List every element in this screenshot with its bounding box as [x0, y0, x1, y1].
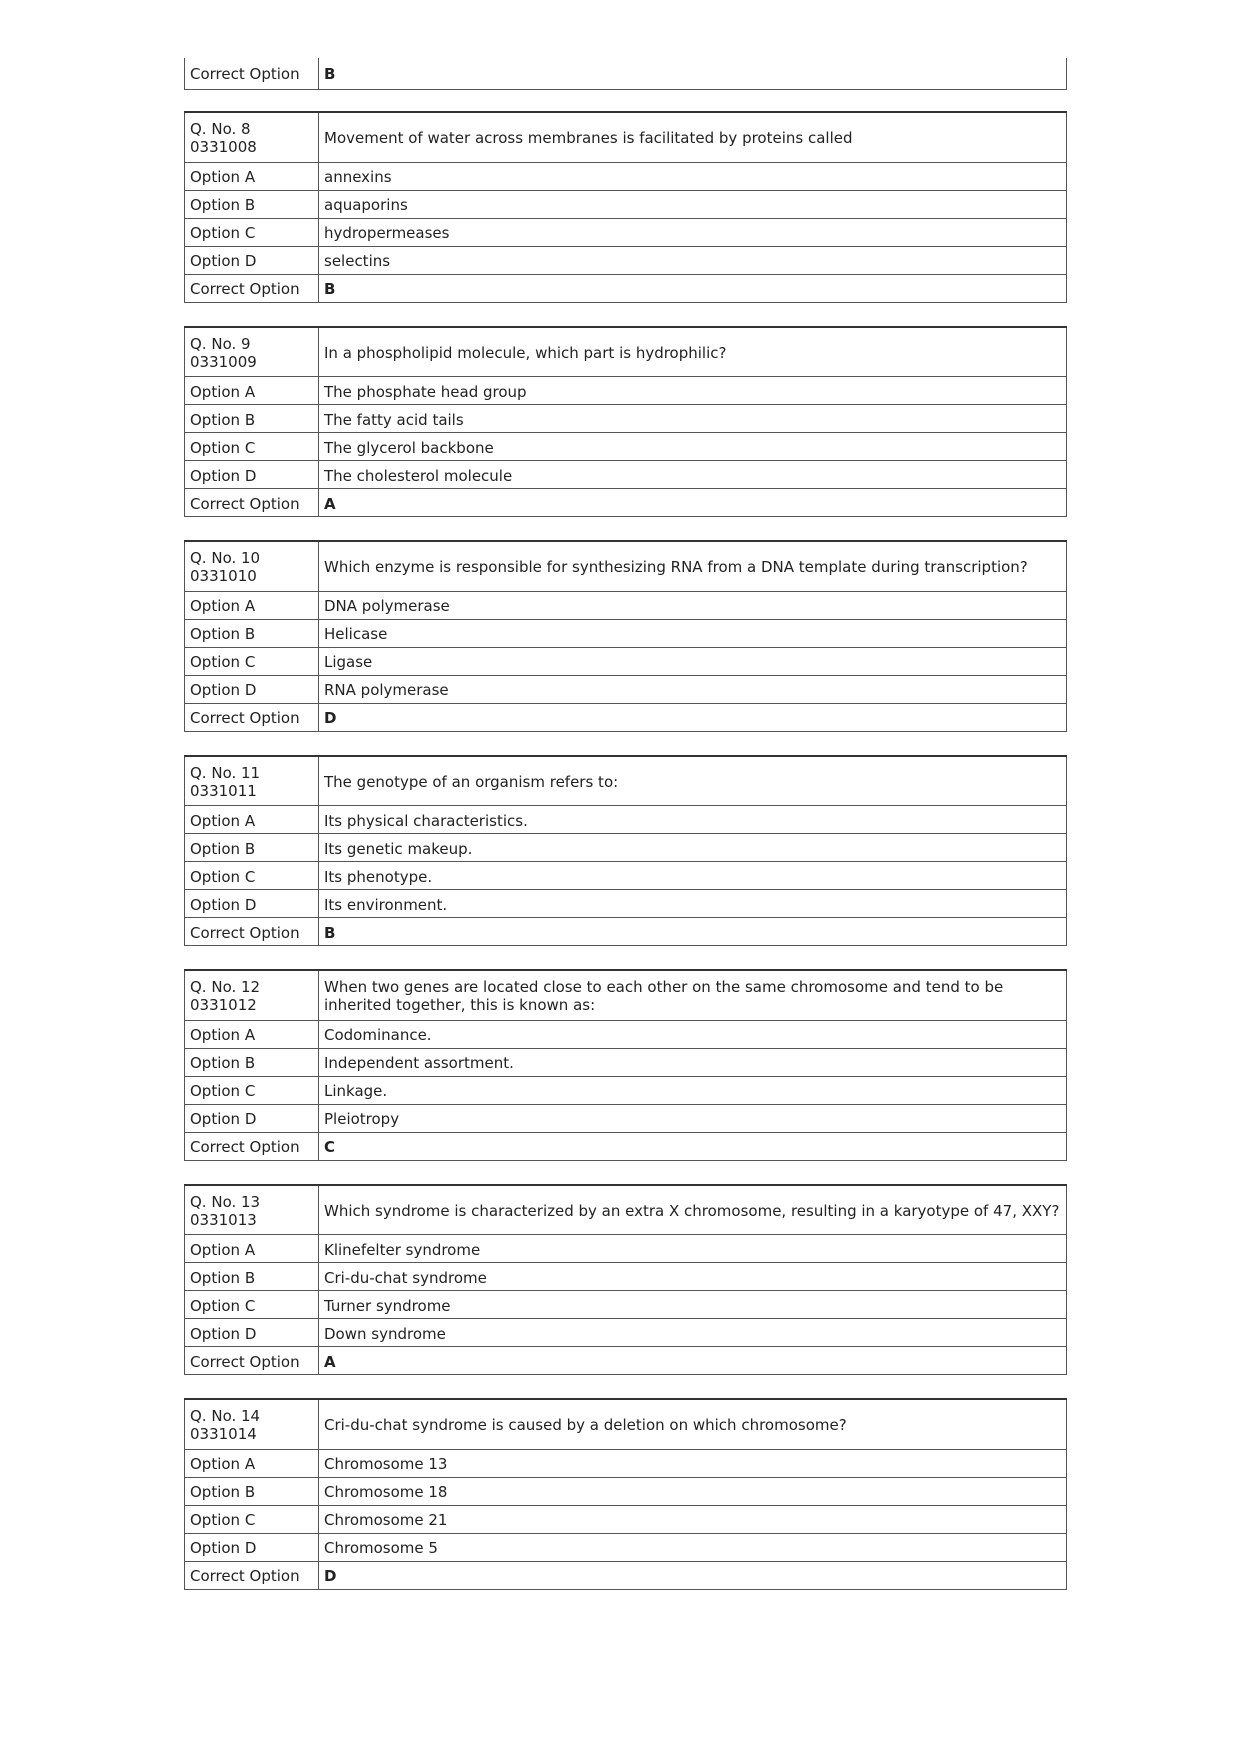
option-c-label: Option C: [185, 647, 319, 675]
option-c-value: Chromosome 21: [319, 1505, 1067, 1533]
question-block: [184, 1184, 1067, 1376]
option-b-value: aquaporins: [319, 190, 1067, 218]
option-a-value: The phosphate head group: [319, 377, 1067, 405]
option-c-row: [185, 433, 1067, 461]
option-a-label: Option A: [185, 806, 319, 834]
option-d-row: [185, 246, 1067, 274]
option-b-label: Option B: [185, 1263, 319, 1291]
question-table: [184, 969, 1067, 1161]
question-header-row: [185, 541, 1067, 591]
option-c-label: Option C: [185, 218, 319, 246]
question-code: 0331012: [190, 996, 257, 1015]
correct-option-value: A: [319, 489, 1067, 517]
option-a-label: Option A: [185, 1449, 319, 1477]
question-code: 0331013: [190, 1210, 257, 1229]
question-id-cell: [185, 112, 319, 162]
question-text: Which syndrome is characterized by an extra X chromosome, resulting in a karyotype of 47, XXY?: [319, 1185, 1067, 1235]
option-d-label: Option D: [185, 1104, 319, 1132]
question-code: 0331011: [190, 781, 257, 800]
option-a-label: Option A: [185, 377, 319, 405]
question-block: [184, 1398, 1067, 1590]
option-b-value: Cri-du-chat syndrome: [319, 1263, 1067, 1291]
option-d-value: Pleiotropy: [319, 1104, 1067, 1132]
question-header-row: [185, 327, 1067, 377]
option-a-label: Option A: [185, 591, 319, 619]
question-table: [184, 326, 1067, 518]
option-c-row: [185, 862, 1067, 890]
option-a-value: Its physical characteristics.: [319, 806, 1067, 834]
question-id-cell: [185, 327, 319, 377]
correct-option-label: Correct Option: [185, 274, 319, 302]
question-header-row: [185, 970, 1067, 1020]
question-number: Q. No. 10: [190, 549, 261, 568]
question-table: [184, 755, 1067, 947]
option-c-value: hydropermeases: [319, 218, 1067, 246]
option-c-value: Turner syndrome: [319, 1291, 1067, 1319]
question-block: [184, 755, 1067, 947]
question-block: [184, 540, 1067, 732]
correct-option-row: [185, 1561, 1067, 1589]
option-a-value: annexins: [319, 162, 1067, 190]
question-number: Q. No. 12: [190, 978, 261, 997]
option-d-value: RNA polymerase: [319, 675, 1067, 703]
option-a-row: [185, 1449, 1067, 1477]
option-b-value: Chromosome 18: [319, 1477, 1067, 1505]
option-a-row: [185, 806, 1067, 834]
option-d-value: Its environment.: [319, 890, 1067, 918]
question-text: When two genes are located close to each other on the same chromosome and tend to be inherited together, this is known as:: [319, 970, 1067, 1020]
option-c-label: Option C: [185, 1076, 319, 1104]
option-c-row: [185, 1076, 1067, 1104]
option-d-row: [185, 1104, 1067, 1132]
option-a-row: [185, 1020, 1067, 1048]
option-a-row: [185, 591, 1067, 619]
option-c-value: The glycerol backbone: [319, 433, 1067, 461]
option-b-row: [185, 834, 1067, 862]
question-code: 0331014: [190, 1425, 257, 1444]
correct-option-label: Correct Option: [185, 1132, 319, 1160]
question-block: [184, 969, 1067, 1161]
option-a-row: [185, 1235, 1067, 1263]
question-text: Cri-du-chat syndrome is caused by a deletion on which chromosome?: [319, 1399, 1067, 1449]
correct-option-value: D: [319, 703, 1067, 731]
option-a-value: Codominance.: [319, 1020, 1067, 1048]
option-c-row: [185, 218, 1067, 246]
option-d-value: Chromosome 5: [319, 1533, 1067, 1561]
question-number: Q. No. 13: [190, 1192, 261, 1211]
correct-option-row: [185, 274, 1067, 302]
correct-option-label: Correct Option: [185, 918, 319, 946]
option-c-row: [185, 1291, 1067, 1319]
option-c-label: Option C: [185, 1291, 319, 1319]
question-id-cell: [185, 1185, 319, 1235]
correct-option-row: [185, 1347, 1067, 1375]
question-text: The genotype of an organism refers to:: [319, 756, 1067, 806]
question-code: 0331009: [190, 352, 257, 371]
question-header-row: [185, 112, 1067, 162]
option-d-label: Option D: [185, 461, 319, 489]
question-code: 0331010: [190, 567, 257, 586]
option-d-row: [185, 675, 1067, 703]
option-b-value: Its genetic makeup.: [319, 834, 1067, 862]
option-a-value: Klinefelter syndrome: [319, 1235, 1067, 1263]
option-d-label: Option D: [185, 246, 319, 274]
option-a-value: DNA polymerase: [319, 591, 1067, 619]
option-d-value: The cholesterol molecule: [319, 461, 1067, 489]
option-d-row: [185, 461, 1067, 489]
option-c-row: [185, 1505, 1067, 1533]
correct-option-row: [185, 918, 1067, 946]
correct-option-label: Correct Option: [185, 489, 319, 517]
option-d-value: selectins: [319, 246, 1067, 274]
option-b-value: Independent assortment.: [319, 1048, 1067, 1076]
question-header-row: [185, 756, 1067, 806]
question-table: [184, 111, 1067, 303]
option-b-label: Option B: [185, 190, 319, 218]
question-number: Q. No. 14: [190, 1407, 261, 1426]
option-c-label: Option C: [185, 862, 319, 890]
question-text: Movement of water across membranes is facilitated by proteins called: [319, 112, 1067, 162]
question-text: Which enzyme is responsible for synthesizing RNA from a DNA template during transcription?: [319, 541, 1067, 591]
option-b-row: [185, 405, 1067, 433]
correct-option-row: [185, 703, 1067, 731]
question-header-row: [185, 1399, 1067, 1449]
option-a-label: Option A: [185, 1020, 319, 1048]
question-code: 0331008: [190, 138, 257, 157]
question-id-cell: [185, 1399, 319, 1449]
question-header-row: [185, 1185, 1067, 1235]
option-b-label: Option B: [185, 1048, 319, 1076]
option-b-label: Option B: [185, 834, 319, 862]
option-c-row: [185, 647, 1067, 675]
option-d-value: Down syndrome: [319, 1319, 1067, 1347]
option-c-label: Option C: [185, 433, 319, 461]
correct-option-label: Correct Option: [185, 1561, 319, 1589]
option-c-label: Option C: [185, 1505, 319, 1533]
correct-option-value: A: [319, 1347, 1067, 1375]
option-d-label: Option D: [185, 890, 319, 918]
correct-option-value: C: [319, 1132, 1067, 1160]
option-d-label: Option D: [185, 1533, 319, 1561]
previous-question-tail: [184, 58, 1067, 90]
question-table: [184, 1184, 1067, 1376]
question-table: [184, 540, 1067, 732]
correct-option-row: [185, 1132, 1067, 1160]
option-a-value: Chromosome 13: [319, 1449, 1067, 1477]
correct-option-label: Correct Option: [185, 703, 319, 731]
option-c-value: Linkage.: [319, 1076, 1067, 1104]
correct-option-value: B: [319, 58, 1067, 89]
option-d-label: Option D: [185, 1319, 319, 1347]
option-b-row: [185, 1477, 1067, 1505]
option-b-row: [185, 1048, 1067, 1076]
correct-option-value: D: [319, 1561, 1067, 1589]
correct-option-row: [185, 489, 1067, 517]
correct-option-value: B: [319, 918, 1067, 946]
option-a-row: [185, 377, 1067, 405]
option-d-label: Option D: [185, 675, 319, 703]
correct-option-value: B: [319, 274, 1067, 302]
option-b-label: Option B: [185, 1477, 319, 1505]
option-d-row: [185, 890, 1067, 918]
option-b-label: Option B: [185, 405, 319, 433]
question-number: Q. No. 11: [190, 763, 261, 782]
question-number: Q. No. 8: [190, 120, 251, 139]
question-id-cell: [185, 756, 319, 806]
option-b-label: Option B: [185, 619, 319, 647]
option-b-row: [185, 619, 1067, 647]
question-text: In a phospholipid molecule, which part is hydrophilic?: [319, 327, 1067, 377]
option-c-value: Ligase: [319, 647, 1067, 675]
option-b-value: Helicase: [319, 619, 1067, 647]
option-b-row: [185, 1263, 1067, 1291]
option-a-label: Option A: [185, 162, 319, 190]
question-block: [184, 111, 1067, 303]
option-b-row: [185, 190, 1067, 218]
correct-option-label: Correct Option: [185, 58, 319, 89]
option-a-row: [185, 162, 1067, 190]
option-a-label: Option A: [185, 1235, 319, 1263]
question-number: Q. No. 9: [190, 334, 251, 353]
question-list: [184, 111, 1067, 1613]
option-c-value: Its phenotype.: [319, 862, 1067, 890]
question-table: [184, 1398, 1067, 1590]
question-id-cell: [185, 541, 319, 591]
question-id-cell: [185, 970, 319, 1020]
correct-option-label: Correct Option: [185, 1347, 319, 1375]
option-b-value: The fatty acid tails: [319, 405, 1067, 433]
question-block: [184, 326, 1067, 518]
option-d-row: [185, 1319, 1067, 1347]
correct-option-row: [185, 58, 1067, 89]
option-d-row: [185, 1533, 1067, 1561]
